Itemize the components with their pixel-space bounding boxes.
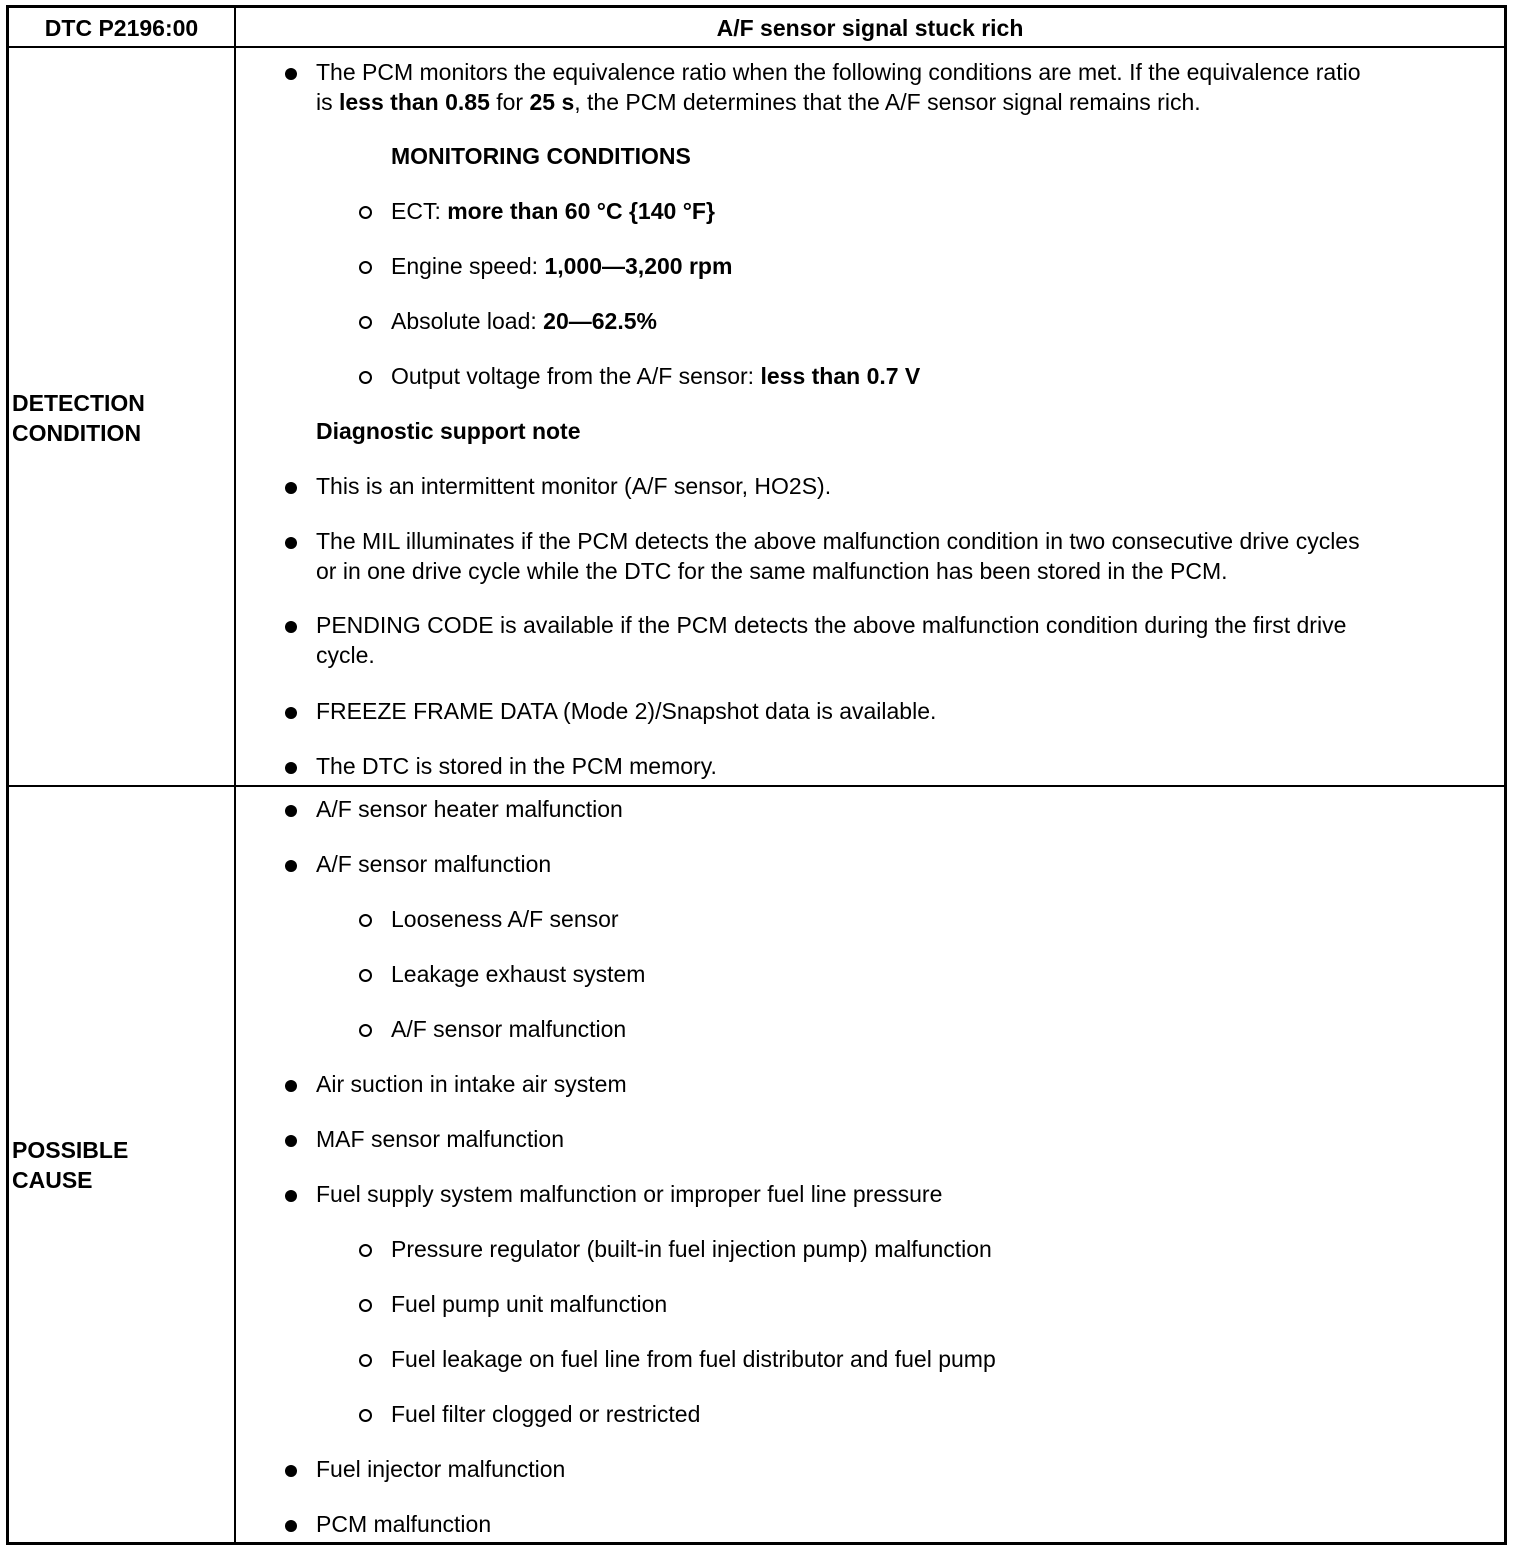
possible-cause-label: [12, 1135, 232, 1195]
row-divider: [6, 785, 1507, 787]
cause-item: MAF sensor malfunction: [316, 1126, 564, 1152]
bullet-icon: [285, 621, 297, 633]
sub-bullet-icon: [359, 1354, 372, 1367]
sub-bullet-icon: [359, 914, 372, 927]
sub-bullet-icon: [359, 206, 372, 219]
column-divider: [234, 5, 236, 1545]
cause-sub-item: Fuel leakage on fuel line from fuel distributor and fuel pump: [391, 1346, 996, 1372]
cause-item: Fuel supply system malfunction or improper fuel line pressure: [316, 1181, 943, 1207]
detection-intro-line1: The PCM monitors the equivalence ratio when the following conditions are met. If the equivalence ratio: [316, 59, 1361, 85]
bullet-icon: [285, 762, 297, 774]
cause-label-line1: POSSIBLE: [12, 1137, 129, 1163]
bullet-icon: [285, 537, 297, 549]
cause-item: A/F sensor heater malfunction: [316, 796, 623, 822]
cause-sub-item: Looseness A/F sensor: [391, 906, 619, 932]
bullet-icon: [285, 1135, 297, 1147]
bullet-icon: [285, 1520, 297, 1532]
support-note-cont: cycle.: [316, 642, 375, 668]
condition-absolute-load: Absolute load: 20—62.5%: [391, 308, 657, 334]
detection-label-line2: CONDITION: [12, 420, 142, 446]
sub-bullet-icon: [359, 261, 372, 274]
support-note: PENDING CODE is available if the PCM detects the above malfunction condition during the first drive: [316, 612, 1347, 638]
monitoring-conditions-heading: MONITORING CONDITIONS: [391, 143, 691, 169]
diagnostic-support-heading: Diagnostic support note: [316, 418, 581, 444]
sub-bullet-icon: [359, 1024, 372, 1037]
bullet-icon: [285, 1080, 297, 1092]
bullet-icon: [285, 805, 297, 817]
dtc-title: A/F sensor signal stuck rich: [716, 14, 1024, 41]
detection-label-line1: DETECTION: [12, 390, 145, 416]
support-note-cont: or in one drive cycle while the DTC for the same malfunction has been stored in the PCM.: [316, 558, 1228, 584]
cause-item: PCM malfunction: [316, 1511, 492, 1537]
condition-engine-speed: Engine speed: 1,000—3,200 rpm: [391, 253, 733, 279]
sub-bullet-icon: [359, 1409, 372, 1422]
support-note: FREEZE FRAME DATA (Mode 2)/Snapshot data is available.: [316, 698, 937, 724]
detection-intro-line2: is less than 0.85 for 25 s, the PCM determines that the A/F sensor signal remains rich.: [316, 89, 1201, 115]
bullet-icon: [285, 1465, 297, 1477]
sub-bullet-icon: [359, 1244, 372, 1257]
cause-item: Air suction in intake air system: [316, 1071, 627, 1097]
cause-sub-item: Fuel filter clogged or restricted: [391, 1401, 701, 1427]
sub-bullet-icon: [359, 1299, 372, 1312]
cause-label-line2: CAUSE: [12, 1167, 93, 1193]
detection-condition-label: [12, 388, 232, 448]
sub-bullet-icon: [359, 371, 372, 384]
sub-bullet-icon: [359, 316, 372, 329]
cause-sub-item: Fuel pump unit malfunction: [391, 1291, 668, 1317]
cause-sub-item: Leakage exhaust system: [391, 961, 646, 987]
support-note: The DTC is stored in the PCM memory.: [316, 753, 717, 779]
support-note: The MIL illuminates if the PCM detects the above malfunction condition in two consecutive drive cycles: [316, 528, 1360, 554]
cause-item: A/F sensor malfunction: [316, 851, 552, 877]
bullet-icon: [285, 860, 297, 872]
bullet-icon: [285, 1190, 297, 1202]
bullet-icon: [285, 68, 297, 80]
condition-ect: ECT: more than 60 °C {140 °F}: [391, 198, 715, 224]
dtc-code: DTC P2196:00: [44, 14, 199, 41]
bullet-icon: [285, 707, 297, 719]
cause-item: Fuel injector malfunction: [316, 1456, 566, 1482]
bullet-icon: [285, 482, 297, 494]
sub-bullet-icon: [359, 969, 372, 982]
dtc-table: [6, 5, 1507, 1545]
condition-output-voltage: Output voltage from the A/F sensor: less than 0.7 V: [391, 363, 921, 389]
cause-sub-item: Pressure regulator (built-in fuel injection pump) malfunction: [391, 1236, 992, 1262]
cause-sub-item: A/F sensor malfunction: [391, 1016, 627, 1042]
support-note: This is an intermittent monitor (A/F sensor, HO2S).: [316, 473, 832, 499]
